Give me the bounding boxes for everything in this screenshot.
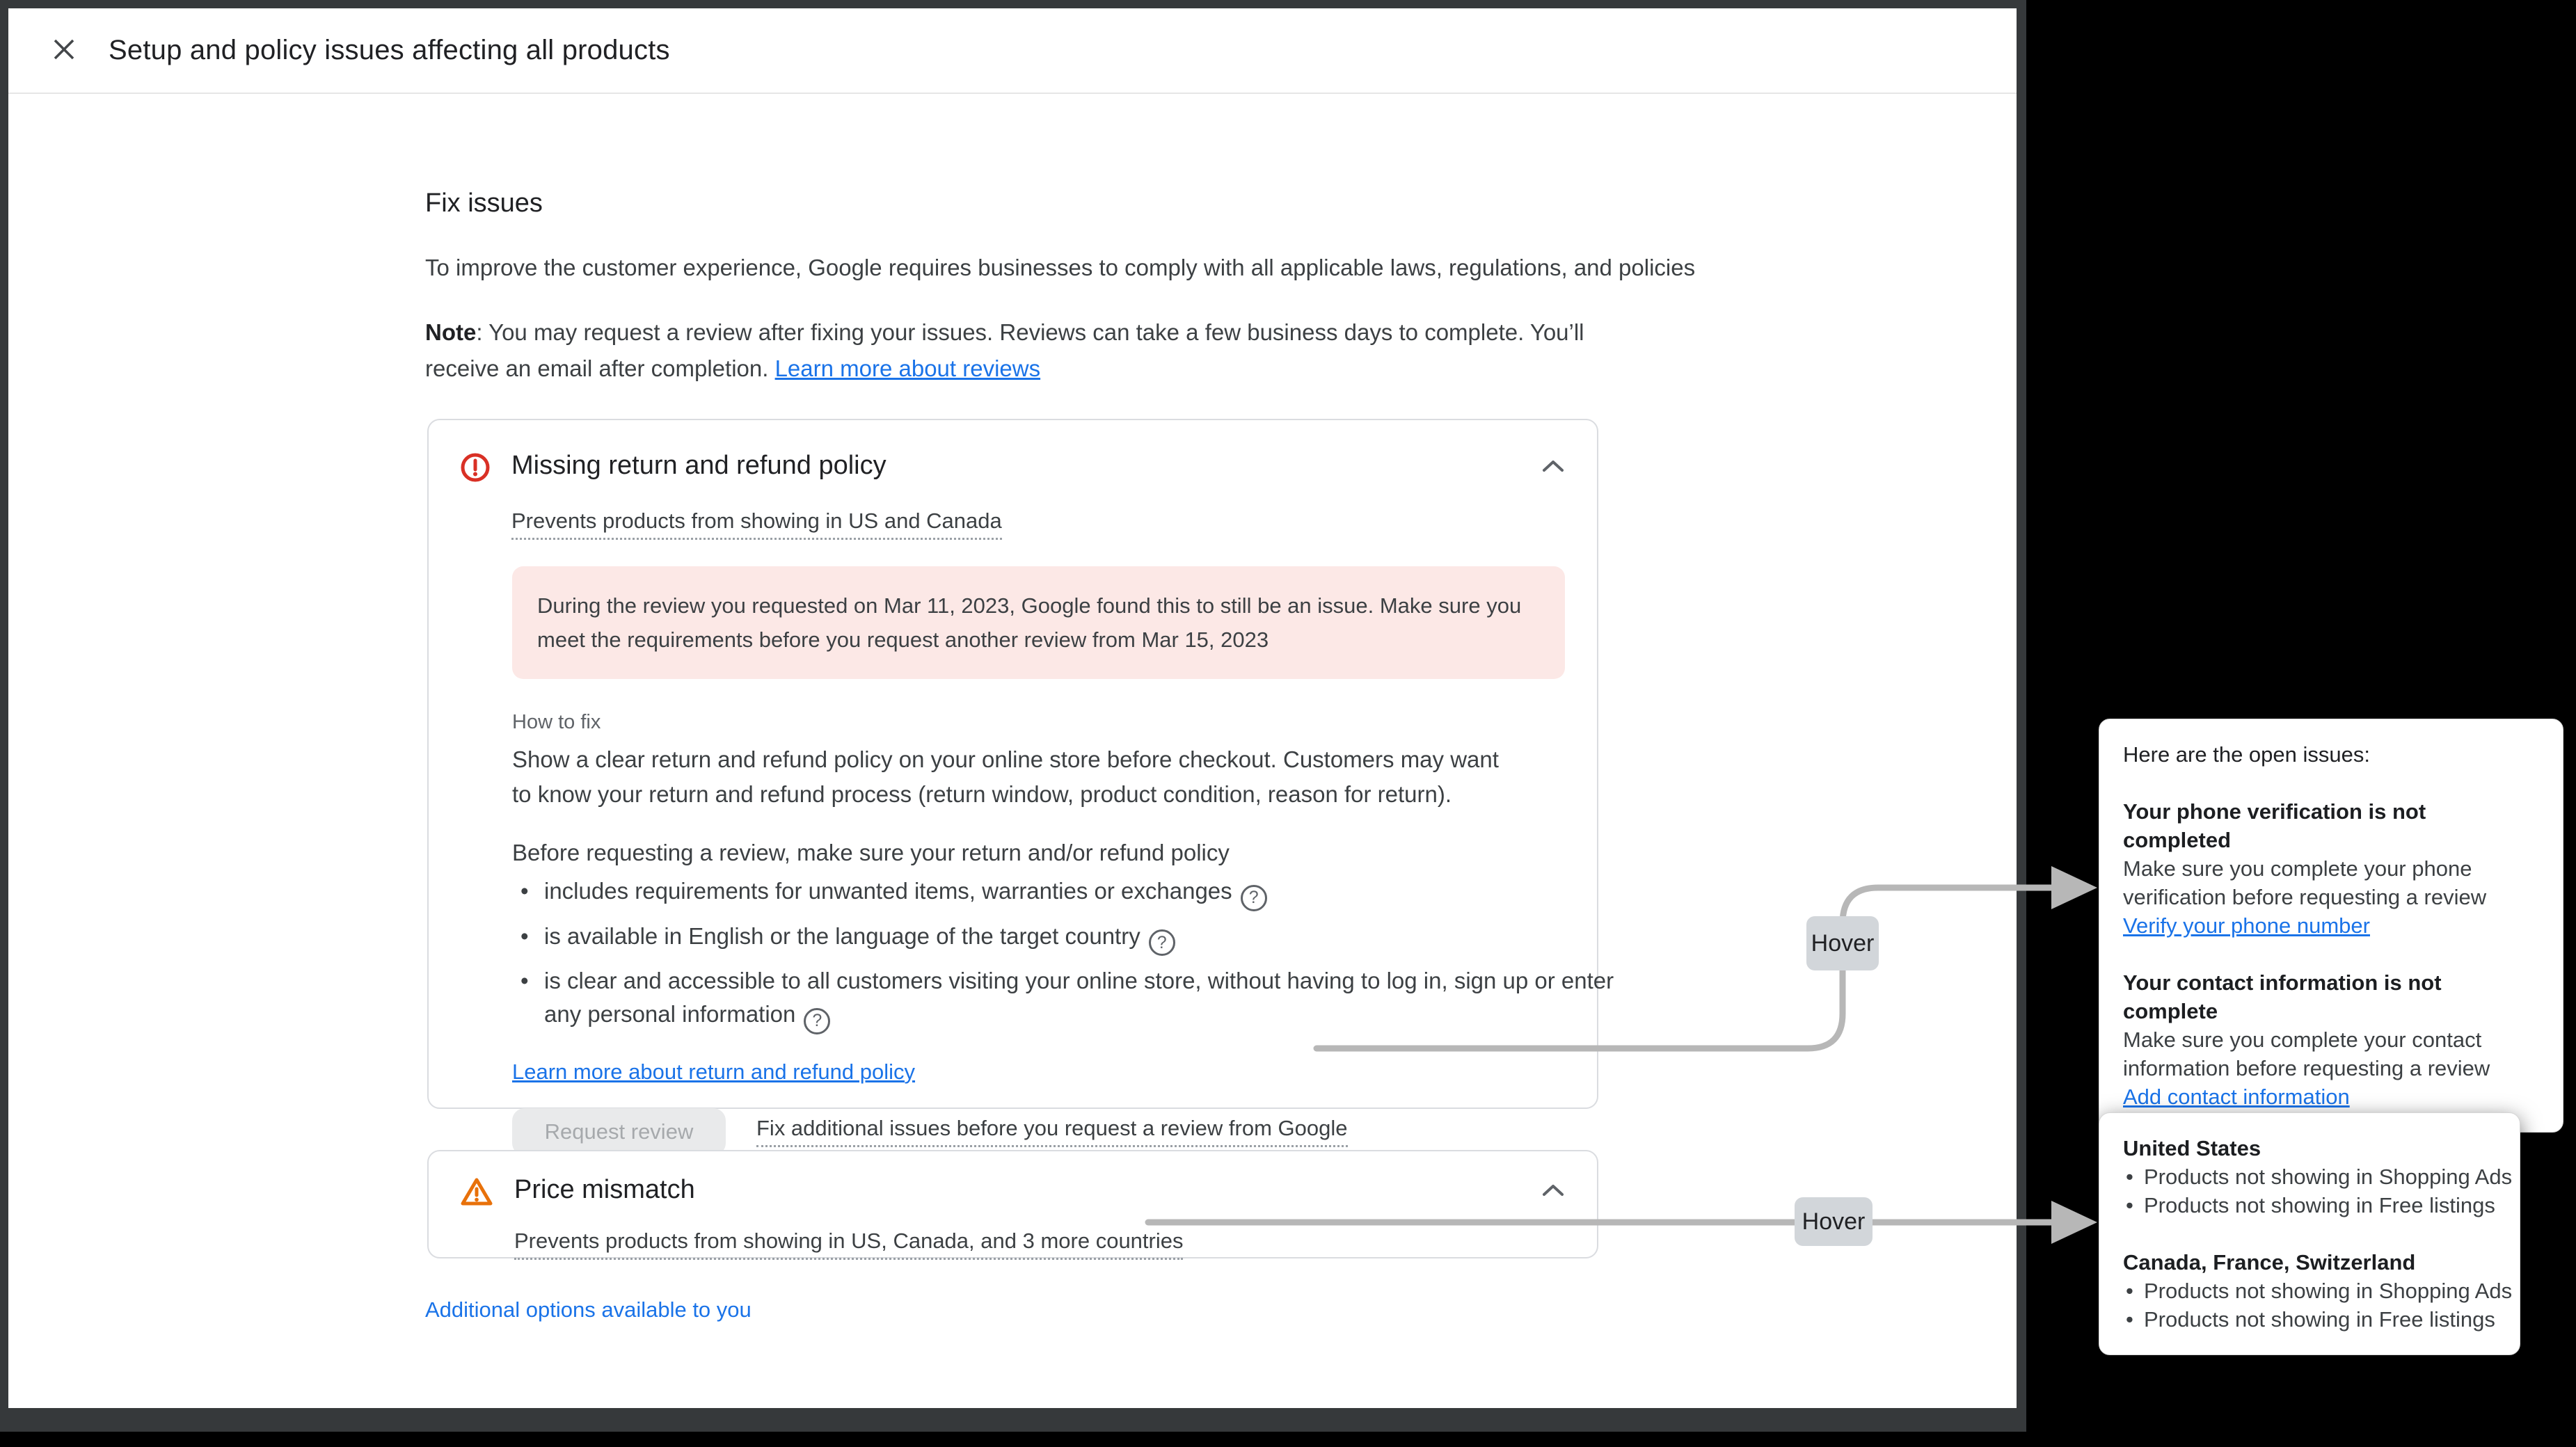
issue-card-head-text	[514, 1175, 1540, 1260]
fix-issues-heading: Fix issues	[425, 189, 543, 218]
checklist-item-text: includes requirements for unwanted items, warranties or exchanges	[544, 878, 1232, 904]
learn-more-return-policy-link[interactable]: Learn more about return and refund policy	[512, 1059, 916, 1084]
dialog-title: Setup and policy issues affecting all products	[109, 35, 670, 65]
additional-options-link[interactable]: Additional options available to you	[425, 1297, 752, 1322]
tooltip-issue-title: Your phone verification is not completed	[2123, 799, 2426, 852]
tooltip-intro: Here are the open issues:	[2123, 742, 2370, 767]
checklist-item-text: is available in English or the language of the target country	[544, 922, 1140, 949]
intro-text: To improve the customer experience, Google requires businesses to comply with all applicable laws, regulations, and policies	[425, 255, 1696, 280]
tooltip-issue-body: Make sure you complete your contact information before requesting a review	[2123, 1028, 2490, 1080]
collapse-card-button[interactable]	[1540, 1182, 1566, 1201]
country-group-title: Canada, France, Switzerland	[2123, 1250, 2416, 1274]
how-to-fix-text: Show a clear return and refund policy on your online store before checkout. Customers may want to know your return and refund process (return window, product condition, reason for return).	[512, 746, 1499, 807]
checklist-intro: Before requesting a review, make sure your return and/or refund policy	[512, 840, 1230, 865]
collapse-card-button[interactable]	[1540, 458, 1566, 477]
issue-title: Missing return and refund policy	[511, 451, 887, 480]
tooltip-issue	[2123, 968, 2539, 1111]
request-review-hint[interactable]: Fix additional issues before you request a review from Google	[756, 1116, 1348, 1147]
issue-card-price-mismatch	[427, 1150, 1598, 1258]
close-button[interactable]	[47, 34, 81, 67]
issue-subtitle[interactable]: Prevents products from showing in US, Canada, and 3 more countries	[514, 1229, 1183, 1260]
country-group	[2123, 1248, 2513, 1334]
open-issues-tooltip	[2099, 719, 2563, 1133]
connector-arrowhead-1	[2051, 866, 2097, 909]
tooltip-issue	[2123, 797, 2539, 940]
question-glyph: ?	[812, 1011, 822, 1030]
issue-card-header	[429, 1151, 1597, 1260]
country-group	[2123, 1134, 2513, 1220]
issue-card-missing-return-policy	[427, 419, 1614, 1144]
warning-icon	[460, 1176, 493, 1210]
learn-more-reviews-link[interactable]: Learn more about reviews	[774, 355, 1041, 381]
add-contact-info-link[interactable]: Add contact information	[2123, 1085, 2350, 1109]
setup-policy-dialog	[8, 8, 2017, 1408]
checklist-item	[518, 874, 1597, 911]
chevron-up-icon	[1540, 1190, 1566, 1201]
request-review-row	[512, 1108, 1597, 1156]
chevron-up-icon	[1540, 466, 1566, 477]
verify-phone-link[interactable]: Verify your phone number	[2123, 913, 2370, 938]
country-group-bullet: • Products not showing in Free listings	[2123, 1305, 2496, 1334]
dialog-header	[8, 8, 2017, 94]
help-icon[interactable]	[1241, 885, 1267, 911]
question-glyph: ?	[1248, 888, 1259, 907]
country-group-bullet: • Products not showing in Free listings	[2123, 1191, 2496, 1220]
tooltip-issue-title: Your contact information is not complete	[2123, 970, 2442, 1023]
policy-checklist	[518, 874, 1614, 1034]
question-glyph: ?	[1156, 932, 1167, 952]
close-icon	[51, 36, 77, 65]
hover-annotation-label: Hover	[1795, 1197, 1873, 1246]
note-paragraph	[425, 314, 1608, 387]
affected-countries-tooltip	[2099, 1112, 2520, 1355]
issue-title: Price mismatch	[514, 1175, 695, 1204]
country-group-bullet: • Products not showing in Shopping Ads	[2123, 1277, 2496, 1305]
hover-annotation-label: Hover	[1806, 916, 1879, 970]
help-icon[interactable]	[1149, 929, 1175, 956]
dialog-content	[425, 94, 1696, 387]
note-text: : You may request a review after fixing your issues. Reviews can take a few business days to complete. You’ll receive an email after completion.	[425, 319, 1584, 381]
help-icon[interactable]	[804, 1008, 830, 1034]
note-label: Note	[425, 319, 477, 345]
tooltip-issue-body: Make sure you complete your phone verification before requesting a review	[2123, 856, 2487, 909]
review-failed-banner: During the review you requested on Mar 11, 2023, Google found this to still be an issue. Make sure you meet the requirements before you request another review from Mar 15, 2023	[512, 566, 1565, 679]
country-group-bullet: • Products not showing in Shopping Ads	[2123, 1162, 2496, 1191]
request-review-button[interactable]: Request review	[512, 1108, 726, 1156]
country-group-title: United States	[2123, 1136, 2261, 1160]
connector-arrowhead-2	[2051, 1201, 2097, 1244]
error-icon	[460, 452, 491, 486]
issue-card-header	[429, 420, 1597, 540]
checklist-item	[518, 920, 1597, 957]
checklist-item-text: is clear and accessible to all customers visiting your online store, without having to log in, sign up or enter any personal information	[544, 968, 1614, 1027]
checklist-item	[518, 964, 1617, 1034]
how-to-fix-label: How to fix	[512, 711, 601, 733]
issue-subtitle[interactable]: Prevents products from showing in US and Canada	[511, 509, 1002, 540]
issue-card-head-text	[511, 451, 1540, 540]
